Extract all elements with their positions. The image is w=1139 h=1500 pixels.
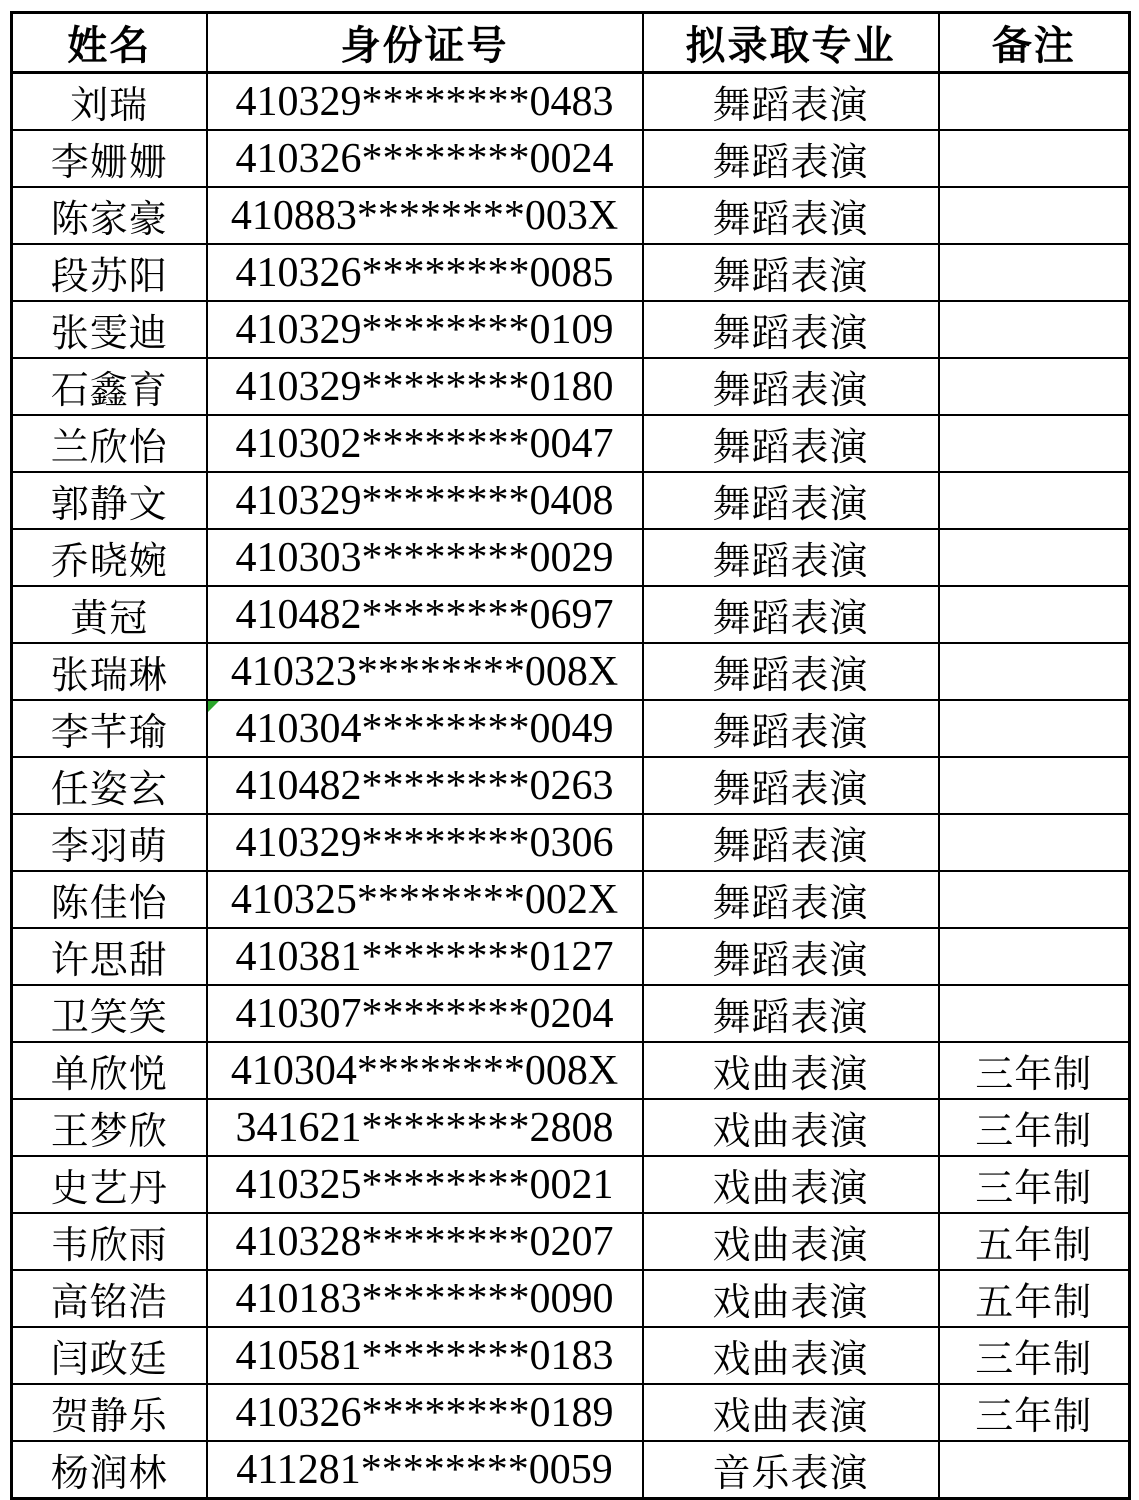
- id-cell: 410326********0189: [207, 1384, 643, 1441]
- name-cell: 张雯迪: [12, 301, 207, 358]
- note-cell: 三年制: [939, 1327, 1130, 1384]
- name-cell: 郭静文: [12, 472, 207, 529]
- id-cell: 410183********0090: [207, 1270, 643, 1327]
- id-cell: 410304********0049: [207, 700, 643, 757]
- note-cell: [939, 586, 1130, 643]
- id-cell: 410883********003X: [207, 187, 643, 244]
- id-cell: 410329********0180: [207, 358, 643, 415]
- table-row: [12, 814, 1130, 871]
- major-cell: 舞蹈表演: [643, 301, 939, 358]
- admission-list-table: [10, 11, 1131, 1500]
- id-cell: 410328********0207: [207, 1213, 643, 1270]
- major-cell: 音乐表演: [643, 1441, 939, 1499]
- major-cell: 舞蹈表演: [643, 928, 939, 985]
- id-cell: 410303********0029: [207, 529, 643, 586]
- table-row: [12, 871, 1130, 928]
- column-header-id: 身份证号: [207, 13, 643, 73]
- major-cell: 戏曲表演: [643, 1213, 939, 1270]
- number-stored-as-text-indicator-icon: [208, 701, 219, 712]
- table-row: [12, 529, 1130, 586]
- name-cell: 李姗姗: [12, 130, 207, 187]
- name-cell: 陈家豪: [12, 187, 207, 244]
- id-cell: 410302********0047: [207, 415, 643, 472]
- id-cell: 410329********0483: [207, 73, 643, 131]
- id-cell: 410323********008X: [207, 643, 643, 700]
- id-cell: 341621********2808: [207, 1099, 643, 1156]
- major-cell: 舞蹈表演: [643, 985, 939, 1042]
- table-row: [12, 301, 1130, 358]
- major-cell: 戏曲表演: [643, 1384, 939, 1441]
- name-cell: 段苏阳: [12, 244, 207, 301]
- note-cell: [939, 415, 1130, 472]
- major-cell: 舞蹈表演: [643, 643, 939, 700]
- major-cell: 舞蹈表演: [643, 757, 939, 814]
- note-cell: 三年制: [939, 1099, 1130, 1156]
- name-cell: 韦欣雨: [12, 1213, 207, 1270]
- major-cell: 戏曲表演: [643, 1270, 939, 1327]
- table-body: [12, 73, 1130, 1499]
- note-cell: [939, 928, 1130, 985]
- column-header-note: 备注: [939, 13, 1130, 73]
- id-cell: 410482********0263: [207, 757, 643, 814]
- table-row: [12, 700, 1130, 757]
- table-row: [12, 415, 1130, 472]
- id-cell: 410326********0085: [207, 244, 643, 301]
- table-row: [12, 73, 1130, 131]
- major-cell: 舞蹈表演: [643, 871, 939, 928]
- table-row: [12, 757, 1130, 814]
- table-row: [12, 130, 1130, 187]
- note-cell: 五年制: [939, 1270, 1130, 1327]
- table-row: [12, 1099, 1130, 1156]
- name-cell: 王梦欣: [12, 1099, 207, 1156]
- name-cell: 张瑞琳: [12, 643, 207, 700]
- table-row: [12, 1384, 1130, 1441]
- note-cell: 五年制: [939, 1213, 1130, 1270]
- major-cell: 舞蹈表演: [643, 529, 939, 586]
- id-cell: 410325********002X: [207, 871, 643, 928]
- name-cell: 贺静乐: [12, 1384, 207, 1441]
- id-cell: 410381********0127: [207, 928, 643, 985]
- id-cell: 410325********0021: [207, 1156, 643, 1213]
- major-cell: 舞蹈表演: [643, 472, 939, 529]
- note-cell: [939, 814, 1130, 871]
- major-cell: 戏曲表演: [643, 1042, 939, 1099]
- name-cell: 任姿玄: [12, 757, 207, 814]
- table-row: [12, 985, 1130, 1042]
- note-cell: 三年制: [939, 1384, 1130, 1441]
- note-cell: [939, 700, 1130, 757]
- id-cell: 410307********0204: [207, 985, 643, 1042]
- major-cell: 舞蹈表演: [643, 244, 939, 301]
- note-cell: [939, 757, 1130, 814]
- note-cell: [939, 529, 1130, 586]
- major-cell: 舞蹈表演: [643, 130, 939, 187]
- id-cell: 410482********0697: [207, 586, 643, 643]
- major-cell: 舞蹈表演: [643, 415, 939, 472]
- table-row: [12, 928, 1130, 985]
- table-row: [12, 586, 1130, 643]
- major-cell: 舞蹈表演: [643, 814, 939, 871]
- table-row: [12, 187, 1130, 244]
- name-cell: 兰欣怡: [12, 415, 207, 472]
- name-cell: 闫政廷: [12, 1327, 207, 1384]
- note-cell: [939, 643, 1130, 700]
- note-cell: 三年制: [939, 1042, 1130, 1099]
- note-cell: [939, 130, 1130, 187]
- note-cell: [939, 244, 1130, 301]
- id-cell: 410329********0109: [207, 301, 643, 358]
- name-cell: 史艺丹: [12, 1156, 207, 1213]
- table-row: [12, 244, 1130, 301]
- major-cell: 舞蹈表演: [643, 358, 939, 415]
- note-cell: [939, 73, 1130, 131]
- note-cell: [939, 472, 1130, 529]
- table-header: [12, 13, 1130, 73]
- major-cell: 舞蹈表演: [643, 700, 939, 757]
- column-header-major: 拟录取专业: [643, 13, 939, 73]
- major-cell: 戏曲表演: [643, 1156, 939, 1213]
- name-cell: 李羽萌: [12, 814, 207, 871]
- column-header-name: 姓名: [12, 13, 207, 73]
- note-cell: [939, 358, 1130, 415]
- id-cell: 410581********0183: [207, 1327, 643, 1384]
- id-cell: 411281********0059: [207, 1441, 643, 1499]
- note-cell: [939, 985, 1130, 1042]
- name-cell: 单欣悦: [12, 1042, 207, 1099]
- name-cell: 刘瑞: [12, 73, 207, 131]
- major-cell: 舞蹈表演: [643, 586, 939, 643]
- table-row: [12, 1327, 1130, 1384]
- id-cell: 410329********0306: [207, 814, 643, 871]
- note-cell: [939, 301, 1130, 358]
- major-cell: 舞蹈表演: [643, 73, 939, 131]
- note-cell: [939, 871, 1130, 928]
- name-cell: 杨润林: [12, 1441, 207, 1499]
- id-cell: 410304********008X: [207, 1042, 643, 1099]
- name-cell: 石鑫育: [12, 358, 207, 415]
- table-row: [12, 1042, 1130, 1099]
- major-cell: 戏曲表演: [643, 1327, 939, 1384]
- id-cell: 410329********0408: [207, 472, 643, 529]
- name-cell: 高铭浩: [12, 1270, 207, 1327]
- name-cell: 许思甜: [12, 928, 207, 985]
- name-cell: 陈佳怡: [12, 871, 207, 928]
- header-row: [12, 13, 1130, 73]
- name-cell: 黄冠: [12, 586, 207, 643]
- table-row: [12, 472, 1130, 529]
- name-cell: 乔晓婉: [12, 529, 207, 586]
- table-row: [12, 1270, 1130, 1327]
- name-cell: 李芊瑜: [12, 700, 207, 757]
- note-cell: [939, 187, 1130, 244]
- table-row: [12, 1156, 1130, 1213]
- table-row: [12, 1213, 1130, 1270]
- table-row: [12, 643, 1130, 700]
- major-cell: 舞蹈表演: [643, 187, 939, 244]
- id-cell: 410326********0024: [207, 130, 643, 187]
- major-cell: 戏曲表演: [643, 1099, 939, 1156]
- table-row: [12, 1441, 1130, 1499]
- note-cell: 三年制: [939, 1156, 1130, 1213]
- note-cell: [939, 1441, 1130, 1499]
- name-cell: 卫笑笑: [12, 985, 207, 1042]
- table-row: [12, 358, 1130, 415]
